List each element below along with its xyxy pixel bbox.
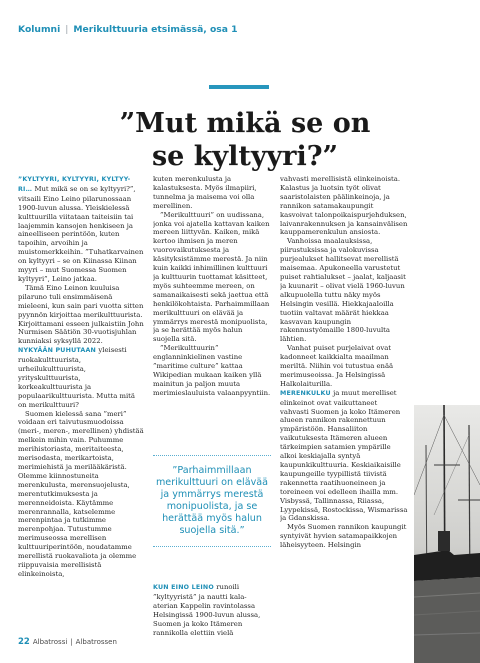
paragraph-lead-in: ”KYLTYYRI, KYLTYYRI, KYLTYY-RI… xyxy=(18,176,131,193)
paragraph xyxy=(153,211,271,345)
paragraph xyxy=(18,284,144,346)
paragraph-text: ”Merikulttuurin” englanninkielinen vastine ”maritime culture” kattaa Wikipedian mukaan kaiken yllä mainitun ja paljon muuta merimieslauluista valaanpyyntiin. xyxy=(153,344,271,397)
paragraph xyxy=(280,389,408,524)
paragraph xyxy=(153,583,271,637)
paragraph-text: yleisesti ruokakulttuurista, urheilukulttuurista, yrityskulttuurista, korkeakulttuurista ja populaarikulttuurista. Mutta mitä on merikulttuuri? xyxy=(18,346,135,409)
paragraph-text: Tämä Eino Leinon kuuluisa pilaruno tuli ensimmäisenä mieleeni, kun sain pari vuotta sitten pyynnön kirjoittaa merikulttuurista. Kirjoittamani esseen julkaistiin John Nurmisen Säätiön 30-vuotisjuhlan kunniaksi syksyllä 2022. xyxy=(18,283,144,346)
paragraph xyxy=(18,410,144,579)
text-column-3 xyxy=(280,175,408,637)
column-header xyxy=(18,24,238,35)
text-column-2-bottom xyxy=(153,583,271,641)
paragraph-text: Vanhoissa maalauksissa, piirustuksissa ja valokuvissa purjealukset hallitsevat merellistä maisemaa. Apukoneella varustetut puiset rahtialukset – jaalat, kaljaasit ja kuunarit – olivat vielä 1960-luvun alkupuolella tuttu näky myös Helsingin vesillä. Hiekkajaaloilla tuotiin valtavat määrät hiekkaa kasvavan kaupungin rakennustyömaille 1800-luvulta lähtien. xyxy=(280,237,406,344)
article-title: ”Mut mikä se on se kyltyyri?” xyxy=(119,108,371,172)
paragraph-lead-in: NYKYÄÄN PUHUTAAN xyxy=(18,347,99,355)
paragraph xyxy=(280,175,408,237)
paragraph xyxy=(153,344,271,397)
text-column-2 xyxy=(153,175,271,637)
paragraph-text: Vanhat puiset purjelaivat ovat kadonneet kaikkialta maailman meriltä. Niihin voi tutustua enää merimuseoissa. Ja Helsingissä Halkolaiturilla. xyxy=(280,344,394,388)
paragraph xyxy=(280,344,408,389)
text-column-1 xyxy=(18,175,144,637)
paragraph-text: ”Merikulttuuri” on uudissana, jonka voi ajatella kattavan kaiken mereen liittyvän. Kaiken, mikä kertoo ihmisen ja meren vuorovaikutuksesta ja käsityksistämme merestä. Ja niin kuin kaikki inhimillinen kulttuuri ja kulttuurin tuottamat käsitteet, myös suhteemme mereen, on samanaikaisesti sekä jaettua että henkilökohtaista. Parhaimmillaan merikulttuuri on elävää ja ymmärrys merestä monipuolista, ja se herättää myös halun suojella sitä. xyxy=(153,210,270,344)
paragraph-text: runoili ”kyltyyristä” ja nautti kala-aterian Kappelin ravintolassa Helsingissä 1900-luvun alussa, Suomen ja koko Itämeren rannikolla elettiin vielä xyxy=(153,583,261,637)
magazine-name: Albatrossi xyxy=(32,638,68,646)
paragraph xyxy=(280,237,408,344)
paragraph-text: kuten merenkulusta ja kalastuksesta. Myös ilmapiiri, tunnelma ja maisema voi olla merellinen. xyxy=(153,175,257,210)
paragraph-text: vahvasti merellisistä elinkeinoista. Kalastus ja luotsin työt olivat saaristolaisten päälinkeinoja, ja rannikon satamakaupungit kasvoivat talonpoikaispurjehduksen, laivanrakennuksen ja kansainvälisen kauppamerenkulun ansiosta. xyxy=(280,175,408,237)
paragraph-text: Mut mikä se on se kyltyyri?”, vitsaili Eino Leino pilarunossaan 1900-luvun alussa. Yleiskielessä kulttuurilla viitataan taiteisiin tai laajemmin kansojen henkiseen ja aineelliseen perintöön, kuten tapoihin, arvoihin ja muistomerkkeihin. ”Tuhatkarvainen on kyltyyri – se on Kiinassa Kiinan myyri – mut Suomessa Suomen kyltyyri”, Leino jatkaa. xyxy=(18,184,144,283)
footer-separator: | xyxy=(70,638,73,646)
paragraph-lead-in: MERENKULKU xyxy=(280,389,334,397)
section-label: Kolumni xyxy=(18,24,61,35)
header-separator: | xyxy=(65,24,69,35)
pull-quote: ”Parhaimmillaan merikulttuuri on elävää ja ymmärrys merestä monipuolista, ja se herättää myös halun suojella sitä.” xyxy=(153,455,271,547)
paragraph-text: Suomen kielessä sana ”meri” voidaan eri taivutusmuodoissa (meri-, meren-, merellinen) yhdistää melkein mihin vain. Puhumme merihistoriasta, meritaiteesta, merisodasta, merikartoista, merimiehistä ja merilääkäristä. Olemme kiinnostuneita merenkulusta, merensuojelusta, merentutkimuksesta ja merenneidoista. Käytämme merenrannalla, katselemme merenpintaa ja tutkimme merenpohjaa. Tutustumme merimuseossa merellisen kulttuuriperintöön, noudatamme merellistä ruokavaliota ja olemme riippuvaisia merellisistä elinkeinoista, xyxy=(18,409,144,578)
paragraph-text: Myös Suomen rannikon kaupungit syntyivät hyvien satamapaikkojen läheisyyteen. Helsingin xyxy=(280,523,407,550)
paragraph-text: ja muut merelliset elinkeinot ovat vaikuttaneet vahvasti Suomen ja koko Itämeren alueen rannikon rakennettuun ympäristöön. Hansaliiton vaikutuksesta Itämeren alueen tärkeimpien satamien ympärille alkoi keskiajalla syntyä kaupunkikulttuuria. Keskiaikaisille kaupungeille tyypillistä tiivistä rakennetta raatihuoneineen ja toreineen voi edelleen ihailla mm. Visbyssä, Tallinnassa, Riiassa, Lyypekissä, Rostockissa, Wismarissa ja Gdanskissa. xyxy=(280,388,408,523)
series-label: Merikulttuuria etsimässä, osa 1 xyxy=(73,24,238,35)
magazine-name-alt: Albatrossen xyxy=(75,638,117,646)
paragraph xyxy=(280,523,408,550)
paragraph-lead-in: KUN EINO LEINO xyxy=(153,584,217,591)
page-footer xyxy=(18,637,117,647)
page-number: 22 xyxy=(18,637,30,647)
paragraph xyxy=(18,175,144,284)
sailing-ship-icon xyxy=(414,405,480,663)
sailing-ship-photo xyxy=(414,405,480,663)
paragraph xyxy=(153,175,271,211)
paragraph xyxy=(18,346,144,409)
accent-bar xyxy=(209,85,269,89)
